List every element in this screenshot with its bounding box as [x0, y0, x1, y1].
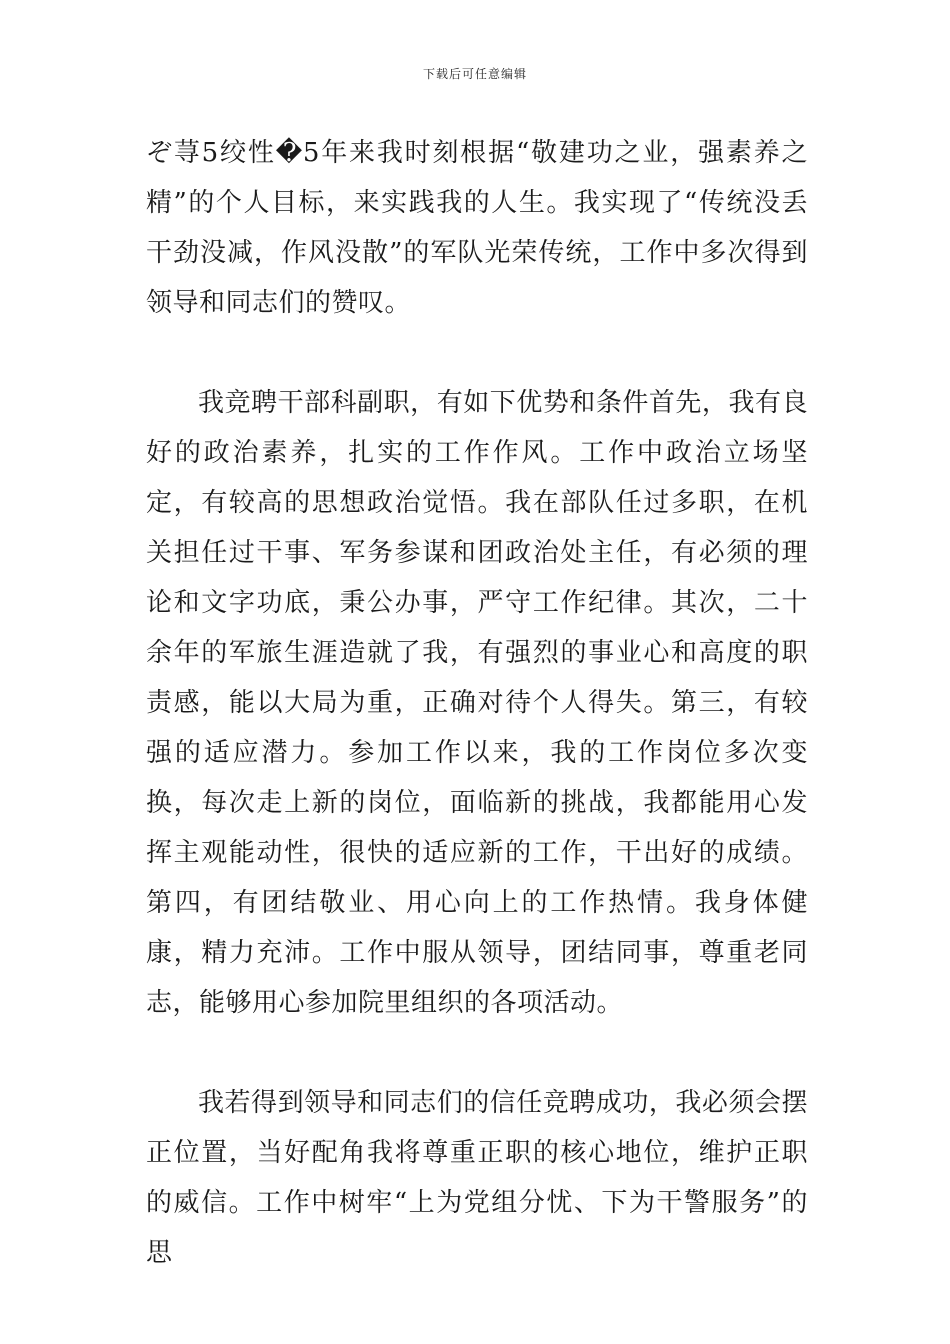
paragraph-2: 我竞聘干部科副职，有如下优势和条件首先，我有良好的政治素养，扎实的工作作风。工作中政治立场坚定，有较高的思想政治觉悟。我在部队任过多职，在机关担任过干事、军务参谋和团政治处主任，有必须的理论和文字功底，秉公办事，严守工作纪律。其次，二十余年的军旅生涯造就了我，有强烈的事业心和高度的职责感，能以大局为重，正确对待个人得失。第三，有较强的适应潜力。参加工作以来，我的工作岗位多次变换，每次走上新的岗位，面临新的挑战，我都能用心发挥主观能动性，很快的适应新的工作，干出好的成绩。第四，有团结敬业、用心向上的工作热情。我身体健康，精力充沛。工作中服从领导，团结同事，尊重老同志，能够用心参加院里组织的各项活动。 — [146, 388, 808, 1018]
page-header: 下载后可任意编辑 — [422, 67, 527, 81]
paragraph-gap — [146, 1028, 808, 1078]
paragraph-1: ぞ荨5绞性�5年来我时刻根据“敬建功之业，强素养之精”的个人目标，来实践我的人生。我实现了“传统没丢干劲没减，作风没散”的军队光荣传统，工作中多次得到领导和同志们的赞叹。 — [146, 138, 808, 318]
paragraph-gap — [146, 328, 808, 378]
paragraph-3: 我若得到领导和同志们的信任竞聘成功，我必须会摆正位置，当好配角我将尊重正职的核心地位，维护正职的威信。工作中树牢“上为党组分忧、下为干警服务”的思 — [146, 1088, 808, 1268]
document-body — [146, 128, 808, 1278]
